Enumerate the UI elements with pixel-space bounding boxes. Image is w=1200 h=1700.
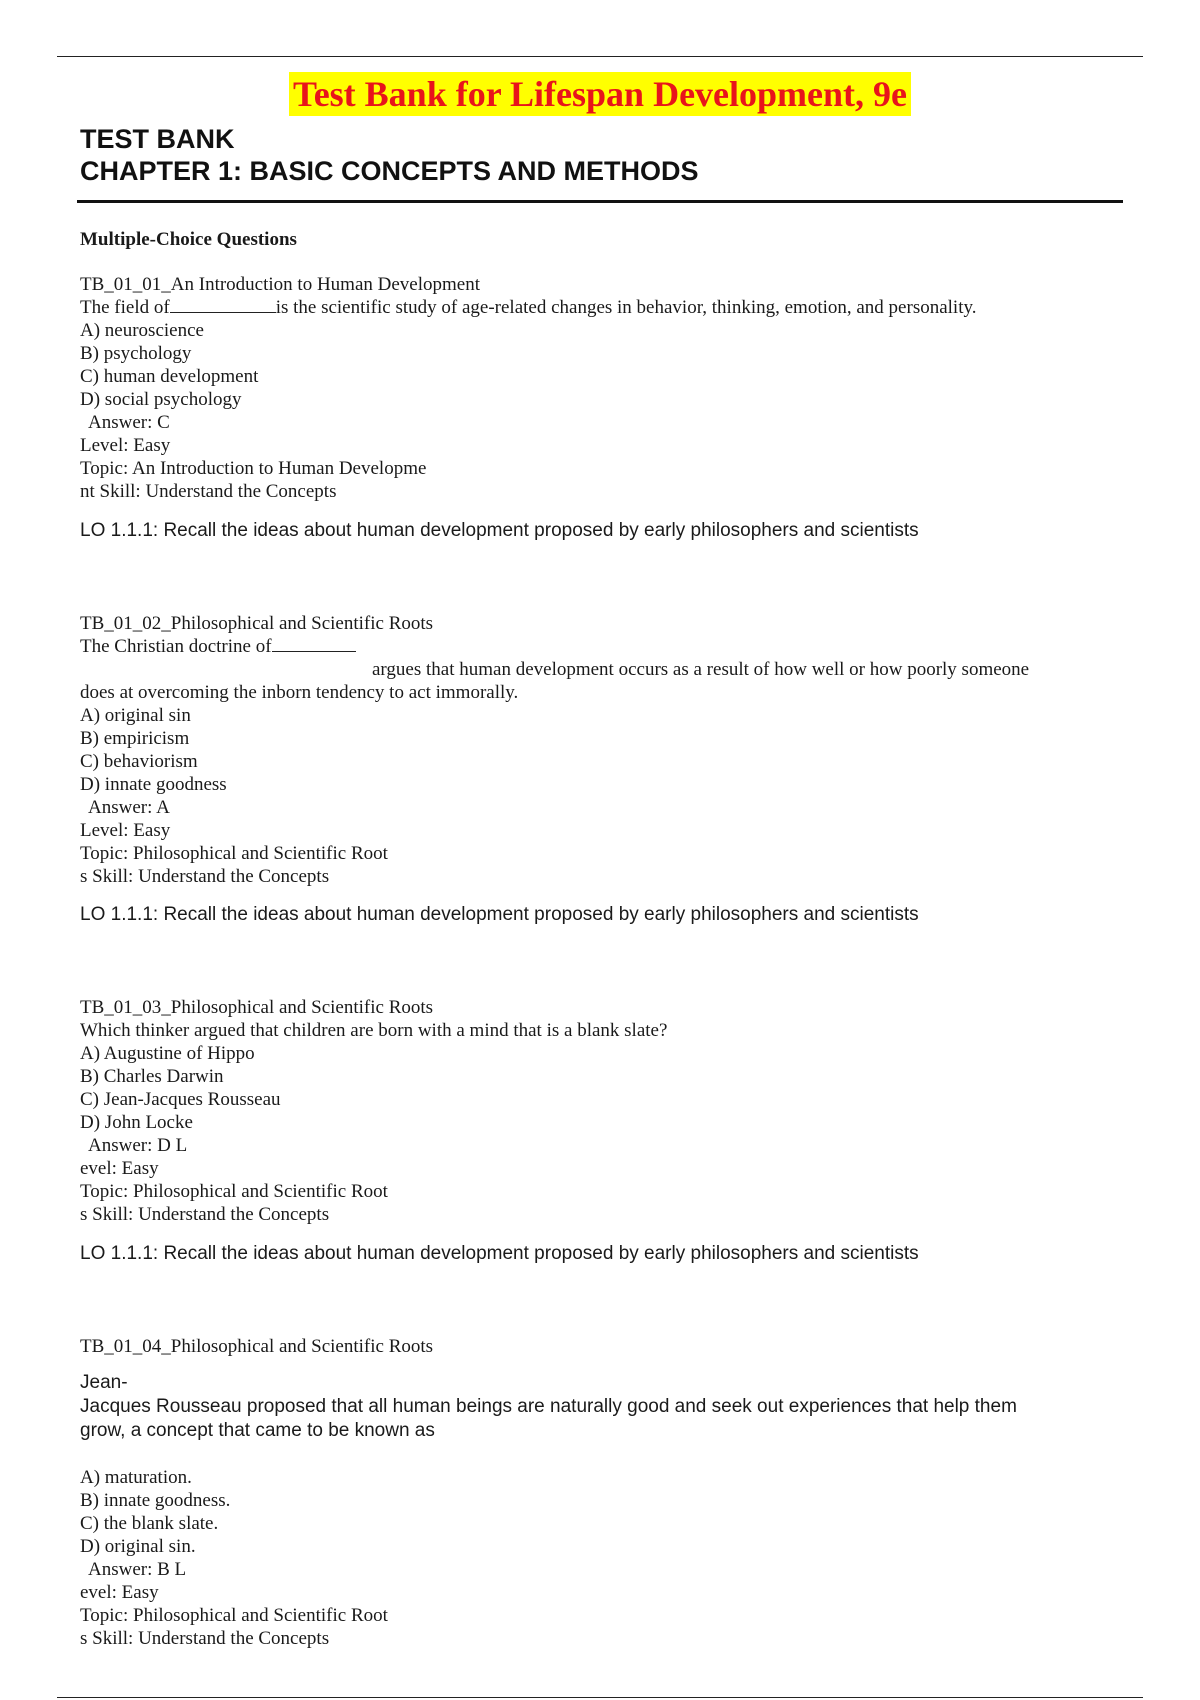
option-d: D) John Locke	[80, 1112, 193, 1133]
learning-objective: LO 1.1.1: Recall the ideas about human development proposed by early philosophers and scientists	[80, 904, 919, 925]
question-4-options	[80, 1466, 1130, 1650]
question-3	[80, 996, 1130, 1226]
skill: s Skill: Understand the Concepts	[80, 866, 330, 887]
question-4	[80, 1335, 1130, 1358]
question-id: TB_01_03_Philosophical and Scientific Roots	[80, 997, 434, 1018]
page-top-rule	[57, 56, 1143, 57]
answer-blank	[170, 298, 276, 313]
stem-line-2: Jacques Rousseau proposed that all human beings are naturally good and seek out experiences that help them	[80, 1396, 1017, 1417]
chapter-heading: CHAPTER 1: BASIC CONCEPTS AND METHODS	[80, 156, 699, 186]
option-a: A) original sin	[80, 705, 191, 726]
topic: Topic: Philosophical and Scientific Root	[80, 1605, 388, 1626]
option-c: C) Jean-Jacques Rousseau	[80, 1089, 281, 1110]
title-wrapper	[0, 72, 1200, 116]
option-d: D) innate goodness	[80, 774, 227, 795]
answer: Answer: A	[88, 797, 170, 818]
answer: Answer: C	[88, 412, 170, 433]
stem-line-1: Jean-	[80, 1372, 128, 1393]
topic: Topic: An Introduction to Human Developme	[80, 458, 427, 479]
level: Level: Easy	[80, 435, 171, 456]
skill: s Skill: Understand the Concepts	[80, 1628, 330, 1649]
question-stem	[80, 296, 1130, 319]
option-d: D) social psychology	[80, 389, 242, 410]
heading-rule	[77, 200, 1123, 203]
option-b: B) Charles Darwin	[80, 1066, 224, 1087]
stem-line-3: grow, a concept that came to be known as	[80, 1420, 435, 1441]
learning-objective: LO 1.1.1: Recall the ideas about human development proposed by early philosophers and scientists	[80, 1243, 919, 1264]
question-id: TB_01_04_Philosophical and Scientific Roots	[80, 1336, 434, 1357]
stem-after: argues that human development occurs as a result of how well or how poorly someone	[372, 659, 1030, 680]
question-1	[80, 273, 1130, 503]
option-b: B) psychology	[80, 343, 192, 364]
level: evel: Easy	[80, 1158, 159, 1179]
document-title: Test Bank for Lifespan Development, 9e	[289, 72, 911, 116]
topic: Topic: Philosophical and Scientific Root	[80, 1181, 388, 1202]
option-c: C) behaviorism	[80, 751, 198, 772]
question-id: TB_01_02_Philosophical and Scientific Roots	[80, 613, 434, 634]
stem-after: is the scientific study of age-related changes in behavior, thinking, emotion, and personality.	[275, 297, 977, 318]
skill: s Skill: Understand the Concepts	[80, 1204, 330, 1225]
stem-before: The Christian doctrine of	[80, 636, 272, 657]
level: evel: Easy	[80, 1582, 159, 1603]
page-bottom-rule	[57, 1697, 1143, 1698]
section-label: Multiple-Choice Questions	[80, 229, 297, 250]
question-stem	[80, 635, 1130, 658]
question-stem: Which thinker argued that children are born with a mind that is a blank slate?	[80, 1020, 668, 1041]
question-stem	[80, 1371, 1130, 1443]
test-bank-heading: TEST BANK	[80, 124, 235, 154]
option-c: C) the blank slate.	[80, 1513, 219, 1534]
option-a: A) Augustine of Hippo	[80, 1043, 255, 1064]
option-b: B) empiricism	[80, 728, 190, 749]
option-a: A) maturation.	[80, 1467, 192, 1488]
topic: Topic: Philosophical and Scientific Root	[80, 843, 388, 864]
option-a: A) neuroscience	[80, 320, 204, 341]
learning-objective: LO 1.1.1: Recall the ideas about human development proposed by early philosophers and scientists	[80, 520, 919, 541]
option-b: B) innate goodness.	[80, 1490, 231, 1511]
stem-before: The field of	[80, 297, 170, 318]
question-id: TB_01_01_An Introduction to Human Development	[80, 274, 480, 295]
level: Level: Easy	[80, 820, 171, 841]
skill: nt Skill: Understand the Concepts	[80, 481, 337, 502]
option-d: D) original sin.	[80, 1536, 196, 1557]
answer: Answer: D L	[88, 1135, 188, 1156]
answer: Answer: B L	[88, 1559, 187, 1580]
option-c: C) human development	[80, 366, 259, 387]
stem-continued: does at overcoming the inborn tendency to act immorally.	[80, 682, 519, 703]
question-2	[80, 612, 1130, 888]
answer-blank	[272, 637, 356, 652]
